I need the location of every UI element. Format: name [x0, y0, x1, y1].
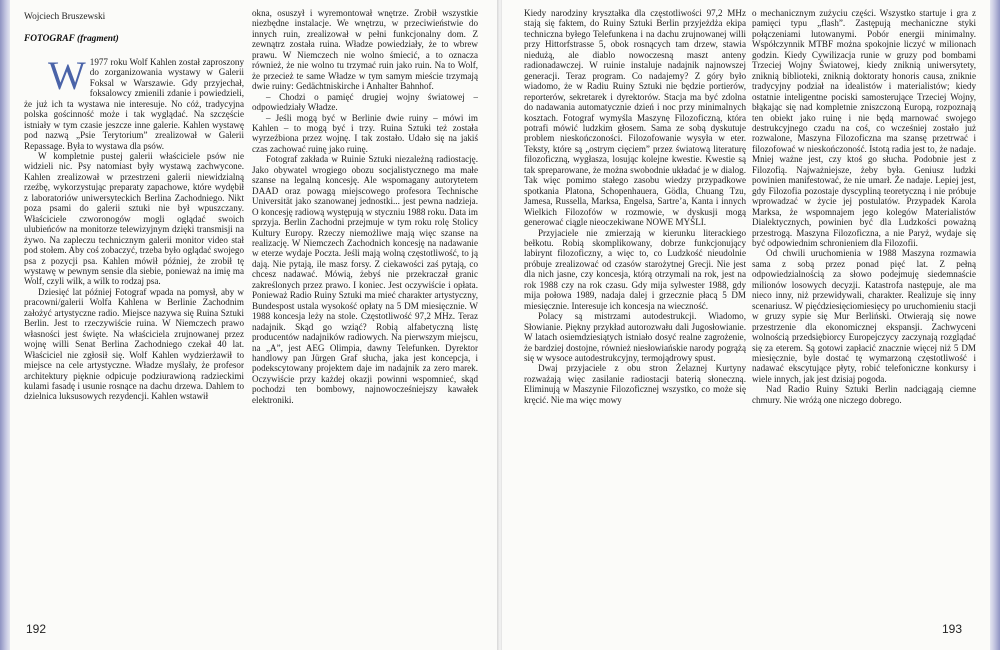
right-column-2	[752, 8, 976, 618]
left-page	[10, 0, 498, 650]
left-column-2	[252, 8, 478, 618]
paragraph: Nad Radio Ruiny Sztuki Berlin nadciągają ciemne chmury. Nie wróżą one niczego dobrego.	[752, 384, 976, 405]
article-title: FOTOGRAF (fragment)	[24, 34, 119, 45]
paragraph: Przyjaciele nie zmierzają w kierunku literackiego bełkotu. Robią skomplikowany, dobrze funkcjonujący labirynt filozoficzny, a więc to, co Ludzkość nieudolnie próbuje zrealizować od czasów starożytnej Grecji. Nie jest dla nich jasne, czy koncesja, którą otrzymali na rok, jest na rok 1988 czy na rok czasu. Gdy mija sylwester 1988, gdy mija połowa 1989, nadaja dalej i grzecznie płacą 5 DM miesięcznie. Interesuje ich koncesja na wieczność.	[524, 227, 746, 311]
paragraph: o mechanicznym zużyciu części. Wszystko startuje i gra z pamięci typu „flash”. Zastępują mechaniczne styki połączeniami lutowanymi. Pobór energii minimalny. Współczynnik MTBF można spokojnie liczyć w milionach godzin. Kiedy Cywilizacja runie w gruzy pod bombami Trzeciej Wojny Światowej, kiedy zniknią uniwersytety, zniknią biblioteki, zniknią doktoraty honoris causa, zniknie tradycyjny podział na idealistów i materialistów; kiedy ostatnie inteligentne pociski samosterujące Trzeciej Wojny, błąkając się nad kompletnie zniszczoną Europą, rozpoznają ten obiekt jako ruinę i nie będą marnować swojego destrukcyjnego czadu na coś, co wcześniej zostało już rozwalone, Maszyna Filozoficzna ma szansę przetrwać i filozofować w nieskończoność. Istotą radia jest to, że nadaje. Mniej ważne jest, czy ktoś go słucha. Podobnie jest z Filozofią. Najważniejsze, żeby była. Geniusz ludzki powinien manifestować, że nie umarł. Że nadaje. Lepiej jest, gdy Filozofia pozostaje dyscypliną teoretyczną i nie próbuje wprowadzać w życie jej postulatów. Przypadek Karola Marksa, że wspomnajem jego kolegów Materialistów Dialektycznych, powinien być dla Ludzkości poważną przestrogą. Maszyna Filozoficzna, a nie Paryż, wydaje się być odpowiednim schronieniem dla Filozofii.	[752, 8, 976, 248]
paragraph: Kiedy narodziny kryształka dla częstotliwości 97,2 MHz stają się faktem, do Ruiny Sztuki Berlin przyjeżdża ekipa techniczna byłego Telefunkena i na dachu zrujnowanej willi przy Hittorfstrasse 5, obok rosnących tam drzew, stawia niedużą, ale diablo nowoczesną maszt anteny radionadawczej. W ruinie instaluje nadajnik najnowszej generacji. Teraz program. Co nadajemy? Z góry było wiadomo, że w Radiu Ruiny Sztuki nie będzie portierów, reporterów, sekretarek i dyrektorów. Stacja ma być zdolna do nadawania automatycznie dzień i noc przy minimalnych kosztach. Fotograf wymyśla Maszynę Filozoficzną, która potrafi mówić ludzkim głosem. Sama ze sobą dyskutuje problem nieskończoności. Filozofowanie wysyła w eter. Teksty, które są „ostrym cięciem” przez światową literaturę filozoficzną, wygłasza, losując kolejne kwestie. Kwestie są tak spreparowane, że można swobodnie układać je w dialog. Tak więc pomimo stałego zasobu wiedzy przypadkowe spotkania Platona, Schopenhauera, Gödla, Chuang Tzu, Jamesa, Russella, Marksa, Engelsa, Sartre’a, Kanta i innych Wielkich Filozofów w rozmowie, w dyskusji mogą generować ciągle nieoczekiwane NOWE MYŚLI.	[524, 8, 746, 228]
page-number-left: 192	[26, 622, 47, 636]
paragraph: Dwaj przyjaciele z obu stron Żelaznej Kurtyny rozważają więc zasilanie radiostacji baterią słoneczną. Eliminują w Maszynie Filozoficznej wszystko, co może się kręcić. Nie ma więc mowy	[524, 363, 746, 405]
paragraph: Fotograf zakłada w Ruinie Sztuki niezależną radiostację. Jako obywatel wrogiego obozu socjalistycznego ma małe szanse na legalną koncesję. Ale wspomagany autorytetem DAAD oraz powagą miejscowego profesora Technische Universität jako szanowanej jednostki... jest pewna nadzieja. O koncesję radiową występują w styczniu 1988 roku. Data im sprzyja. Berlin Zachodni przejmuje w tym roku rolę Stolicy Kultury Europy. Rzeczy niemożliwe mają więc szanse na realizację. W Niemczech Zachodnich koncesję na nadawanie w eterze wydaje Poczta. Jeśli mają wolną częstotliwość, to ją dają. Nie pytają, ile masz forsy. Z ciekawości zaś pytają, co chcesz nadawać. Mówią, żebyś nie przekraczał granic zakreślonych przez prawo. I koniec. Jest oczywiście i opłata. Ponieważ Radio Ruiny Sztuki ma mieć charakter artystyczny, Bundespost ustala wysokość opłaty na 5 DM miesięcznie. W 1988 koncesja leży na stole. Częstotliwość 97,2 MHz. Teraz nadajnik. Skąd go wziąć? Robią alfabetyczną listę producentów nadajników radiowych. Na pierwszym miejscu, na „A”, jest AEG Olimpia, dawny Telefunken. Dyrektor handlowy pan Jürgen Graf słucha, jaka jest koncepcja, i podekscytowany projektem daje im nadajnik za zero marek. Oczywiście przy każdej okazji powinni wspomnieć, skąd pochodzi ten bombowy, najnowocześniejszy kawałek elektroniki.	[252, 154, 478, 405]
paragraph: W kompletnie pustej galerii właściciele psów nie widzieli nic. Psy natomiast były wystawą zachwycone. Kahlen zrealizował w przestrzeni galerii niewidzialną rzeźbę, wykorzystując preparaty zapachowe, które wydębił z laboratoriów uniwersyteckich Berlina Zachodniego. Nikt poza psami do galerii sztuki nie był wpuszczany. Właściciele czworonogów mogli oglądać swoich ulubieńców na monitorze telewizyjnym dzięki transmisji na żywo. Na zapleczu technicznym galerii monitor video stał pod stołem. Aby coś zobaczyć, trzeba było oglądać swojego psa z pozycji psa. Kahlen mówił później, że zrobił tę wystawę w pewnym sensie dla siebie, ponieważ na imię ma Wolf, czyli wilk, a wilk to rodzaj psa.	[24, 150, 244, 287]
paragraph: Dziesięć lat później Fotograf wpada na pomysł, aby w pracowni/galerii Wolfa Kahlena w Berlinie Zachodnim założyć artystyczne radio. Miejsce nazywa się Ruina Sztuki Berlin. Jest to rzeczywiście ruina. W Niemczech prawo własności jest święte. Na właściciela zrujnowanej przez wojnę willi Senat Berlina Zachodniego czekał 40 lat. Właściciel nie zgłosił się. Wolf Kahlen wydzierżawił to miejsce na cele artystyczne. Władze myślały, że profesor architektury pięknie odpicuje podziurawioną radzieckimi kulami fasadę i usunie rosnące na dachu drzewa. Dahlem to dzielnica luksusowych rezydencji. Kahlen wstawił	[24, 286, 244, 402]
paragraph: – Chodzi o pamięć drugiej wojny światowej – odpowiedziały Władze.	[252, 91, 478, 113]
paragraph: okna, osuszył i wyremontował wnętrze. Zrobił wszystkie niezbędne instalacje. We wnętrzu, w przeciwieństwie do innych ruin, zrealizował w pełni funkcjonalny dom. Z zewnątrz została ruina. Władze powiedziały, że to wbrew prawu. W Niemczech nie wolno śmiecić, a to oznacza również, że nie wolno tu trzymać ruin jako ruin. Na to Wolf, że przecież te same Władze w tym samym mieście trzymają dwie ruiny: Gedächtniskirche i Anhalter Bahnhof.	[252, 8, 478, 92]
right-column-1	[524, 8, 746, 618]
right-page	[502, 0, 990, 650]
drop-cap: W	[48, 52, 86, 98]
paragraph: Od chwili uruchomienia w 1988 Maszyna rozmawia sama z sobą przez ponad pięć lat. Z pełną odpowiedzialnością za słowo podejmuję siedemnaście milionów losowych decyzji. Katastrofa następuje, ale ma nieco inny, niż przewidywali, charakter. Realizuje się inny scenariusz. W pięćdziesięciomiesięcy po uruchomieniu stacji w gruzy sypie się Mur Berliński. Otwierają się nowe przestrzenie dla ekonomicznej ekspansji. Zachwyceni wolnością przedsiębiorcy Europejczycy zaczynają rozglądać się za eterem. Są gotowi zapłacić znacznie więcej niż 5 DM miesięcznie, byle dostać tę wymarzoną częstotliwość i nadawać ekscytujące płyty, robić telefoniczne konkursy i wiele innych, jak jest dzisiaj pogoda.	[752, 248, 976, 384]
paragraph: W 1977 roku Wolf Kahlen został zaproszony do zorganizowania wystawy w Galerii Foksal w Warszawie. Gdy przyjechał, foksalowcy zmienili zdanie i powiedzieli, że już ich ta wystawa nie interesuje. No cóż, tradycyjna polska gościnność może i tak wyglądać. Na szczęście istniały w tym czasie jeszcze inne galerie. Kahlen wystawę pod nazwą „Psie Terytorium” zrealizował w Galerii Repassage. Była to wystawa dla psów.	[24, 52, 244, 151]
left-column-1	[24, 8, 244, 618]
author-name: Wojciech Bruszewski	[24, 12, 106, 22]
paragraph: – Jeśli mogą być w Berlinie dwie ruiny – mówi im Kahlen – to mogą być i trzy. Ruina Sztuki też została wyrzeźbiona przez wojnę. I tak zostało. Udało się na jakiś czas zachować ruinę jako ruinę.	[252, 112, 478, 154]
paragraph: Polacy są mistrzami autodestrukcji. Wiadomo, Słowianie. Piękny przykład autorozwału dali Jugosłowianie. W latach osiemdziesiątych istniało dosyć realne zagrożenie, że bardziej dostojne, również niesłowiańskie narody pogrążą się w wysoce autodestrukcyjny, termojądrowy spust.	[524, 311, 746, 363]
page-number-right: 193	[941, 622, 962, 636]
